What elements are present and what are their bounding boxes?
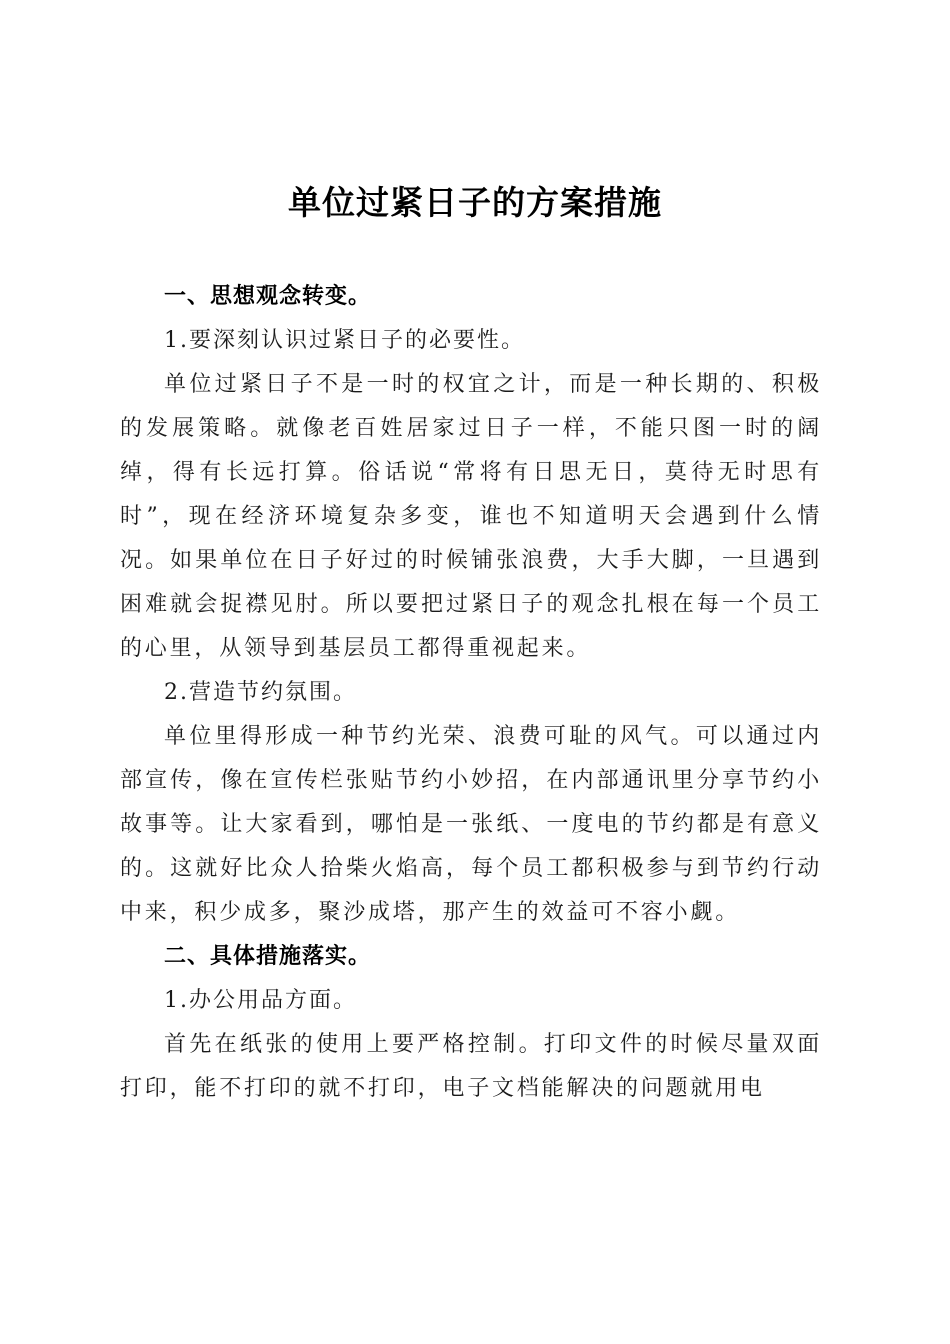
subsection-heading: 2.营造节约氛围。: [164, 680, 357, 705]
section-heading: 二、具体措施落实。: [164, 944, 372, 969]
body-paragraph: 首先在纸张的使用上要严格控制。打印文件的时候尽量双面打印，能不打印的就不打印，电子文档能解决的问题就用电: [120, 1032, 822, 1101]
document-body: [120, 275, 822, 1111]
page-title: 单位过紧日子的方案措施: [288, 183, 662, 222]
subsection-heading: 1.要深刻认识过紧日子的必要性。: [164, 328, 525, 353]
subsection-heading: 1.办公用品方面。: [164, 988, 357, 1013]
body-paragraph: 单位里得形成一种节约光荣、浪费可耻的风气。可以通过内部宣传，像在宣传栏张贴节约小妙招，在内部通讯里分享节约小故事等。让大家看到，哪怕是一张纸、一度电的节约都是有意义的。这就好比众人拾柴火焰高，每个员工都积极参与到节约行动中来，积少成多，聚沙成塔，那产生的效益可不容小觑。: [120, 724, 822, 925]
section-heading: 一、思想观念转变。: [164, 284, 372, 309]
body-paragraph: 单位过紧日子不是一时的权宜之计，而是一种长期的、积极的发展策略。就像老百姓居家过日子一样，不能只图一时的阔绰，得有长远打算。俗话说“常将有日思无日，莫待无时思有时”，现在经济环境复杂多变，谁也不知道明天会遇到什么情况。如果单位在日子好过的时候铺张浪费，大手大脚，一旦遇到困难就会捉襟见肘。所以要把过紧日子的观念扎根在每一个员工的心里，从领导到基层员工都得重视起来。: [120, 372, 822, 661]
